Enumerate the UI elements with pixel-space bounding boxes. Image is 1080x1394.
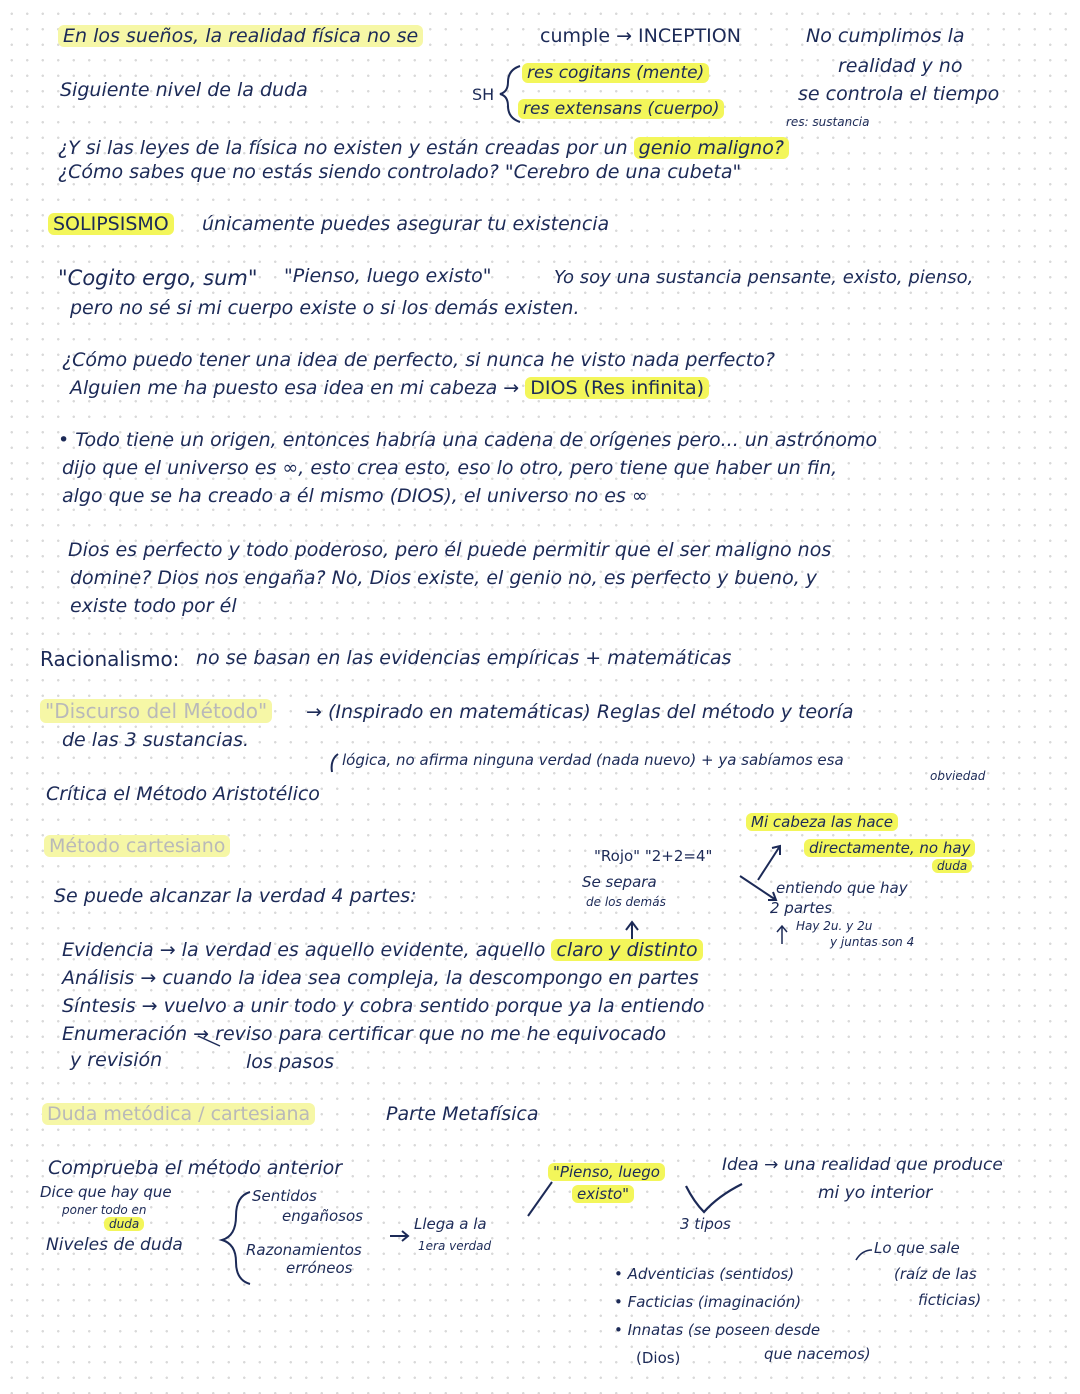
check-mark [686,1184,742,1212]
note-dice-3: duda [104,1218,144,1232]
tipo-innatas: • Innatas (se poseen desde [614,1321,821,1339]
res-sustancia: res: sustancia [786,115,870,129]
note-se-separa-2: de los demás [586,895,666,909]
line-pasos: los pasos [246,1051,334,1073]
tres-tipos: 3 tipos [680,1215,731,1233]
tipo-innatas-2: que nacemos) [764,1345,871,1363]
line-realidad-y-no: realidad y no [838,55,963,77]
idea-line-2: mi yo interior [818,1183,933,1203]
line-sintesis: Síntesis → vuelvo a unir todo y cobra sentido porque ya la entiendo [62,995,705,1017]
line-analisis: Análisis → cuando la idea sea compleja, la descompongo en partes [62,967,699,989]
lo-que-sale-2: (raíz de las [894,1265,977,1283]
note-entiendo-3: Hay 2u. y 2u [796,919,873,933]
sh-label: SH [472,85,495,104]
line-no-se-basan: no se basan en las evidencias empíricas + matemáticas [196,647,732,669]
sentidos-1: Sentidos [252,1187,317,1205]
slash-mark [528,1182,552,1216]
line-alcanzar-verdad: Se puede alcanzar la verdad 4 partes: [54,885,417,907]
line-obviedad: obviedad [930,769,986,783]
note-dice-2: poner todo en [62,1203,147,1217]
sh-brace [500,66,520,122]
lo-que-sale-3: ficticias) [918,1291,982,1309]
res-cogitans: res cogitans (mente) [522,64,709,84]
niveles-de-duda: Niveles de duda [46,1235,183,1255]
note-entiendo-4: y juntas son 4 [830,935,915,949]
note-mi-cabeza-1: Mi cabeza las hace [746,814,898,831]
note-entiendo-2: 2 partes [770,899,833,917]
note-mi-cabeza-2: directamente, no hay [804,840,975,857]
arrow-to-cabeza [758,846,780,880]
line-sustancia-pensante: Yo soy una sustancia pensante, existo, pienso, [554,267,974,288]
line-inception: cumple → INCEPTION [540,25,741,47]
racionalismo-heading: Racionalismo: [40,647,180,671]
line-no-cumplimos: No cumplimos la [806,25,965,47]
metodo-cartesiano-title: Método cartesiano [44,836,230,858]
tipo-facticias: • Facticias (imaginación) [614,1293,802,1311]
line-critica: Crítica el Método Aristotélico [46,783,320,805]
line-revision: y revisión [70,1049,163,1071]
line-logica: lógica, no afirma ninguna verdad (nada nuevo) + ya sabíamos esa [342,751,844,769]
line-enumeracion: Enumeración → reviso para certificar que no me he equivocado [62,1023,667,1045]
line-existe-todo: existe todo por él [70,595,237,617]
cogito-spanish: "Pienso, luego existo" [284,265,492,287]
dios-parentheses: (Dios) [636,1349,681,1367]
note-rojo: "Rojo" "2+2=4" [594,847,713,865]
idea-line-1: Idea → una realidad que produce [722,1155,1003,1175]
line-evidencia: Evidencia → la verdad es aquello evidente, aquello claro y distinto [62,940,703,962]
solipsismo-heading: SOLIPSISMO [48,214,174,236]
line-como-puedo: ¿Cómo puedo tener una idea de perfecto, si nunca he visto nada perfecto? [62,349,775,371]
line-algo-creado: algo que se ha creado a él mismo (DIOS), el universo no es ∞ [62,485,648,507]
sentidos-2: engañosos [282,1207,363,1225]
discurso-title: "Discurso del Método" [40,700,272,723]
line-pero-no-se: pero no sé si mi cuerpo existe o si los demás existen. [70,297,580,319]
line-dios-perfecto: Dios es perfecto y todo poderoso, pero él puede permitir que el ser maligno nos [68,539,832,561]
sale-bracket [856,1250,872,1260]
line-unicamente: únicamente puedes asegurar tu existencia [202,213,610,235]
razonamientos-1: Razonamientos [246,1241,362,1259]
line-dijo: dijo que el universo es ∞, esto crea esto, eso lo otro, pero tiene que haber un fin, [62,457,838,479]
line-leyes-fisica: ¿Y si las leyes de la física no existen y están creadas por un genio maligno? [58,138,789,160]
line-alguien: Alguien me ha puesto esa idea en mi cabeza → DIOS (Res infinita) [70,378,709,400]
line-controla-tiempo: se controla el tiempo [798,83,1000,105]
pienso-luego-1: "Pienso, luego [548,1164,665,1181]
cogito-latin: "Cogito ergo, sum" [58,266,258,290]
llega-1: Llega a la [414,1215,487,1233]
note-se-separa-1: Se separa [582,873,657,891]
res-extensans: res extensans (cuerpo) [518,100,724,120]
line-todo-tiene: • Todo tiene un origen, entonces habría una cadena de orígenes pero... un astrónomo [58,429,878,451]
pienso-luego-2: existo" [572,1186,634,1203]
arrow-llega [390,1231,408,1241]
line-siguiente-nivel: Siguiente nivel de la duda [60,79,308,101]
note-entiendo-1: entiendo que hay [776,879,908,897]
line-inspirado: → (Inspirado en matemáticas) Reglas del método y teoría [306,701,854,723]
line-comprueba: Comprueba el método anterior [48,1157,343,1179]
llega-2: 1era verdad [418,1239,492,1253]
tipo-adventicias: • Adventicias (sentidos) [614,1265,795,1283]
line-como-sabes: ¿Cómo sabes que no estás siendo controlado? "Cerebro de una cubeta" [58,161,742,183]
line-3-sustancias: de las 3 sustancias. [62,729,250,751]
razonamientos-2: erróneos [286,1259,353,1277]
line-suenos: En los sueños, la realidad física no se [58,26,423,48]
logica-brace [332,754,338,772]
note-dice-1: Dice que hay que [40,1183,172,1201]
line-domine: domine? Dios nos engaña? No, Dios existe, el genio no, es perfecto y bueno, y [70,567,818,589]
arrow-up-hay [777,926,787,944]
lo-que-sale-1: Lo que sale [874,1239,960,1257]
duda-metodica-title: Duda metódica / cartesiana [42,1104,315,1126]
niveles-brace [222,1192,250,1284]
note-mi-cabeza-3: duda [932,860,972,874]
parte-metafisica-title: Parte Metafísica [386,1103,539,1125]
